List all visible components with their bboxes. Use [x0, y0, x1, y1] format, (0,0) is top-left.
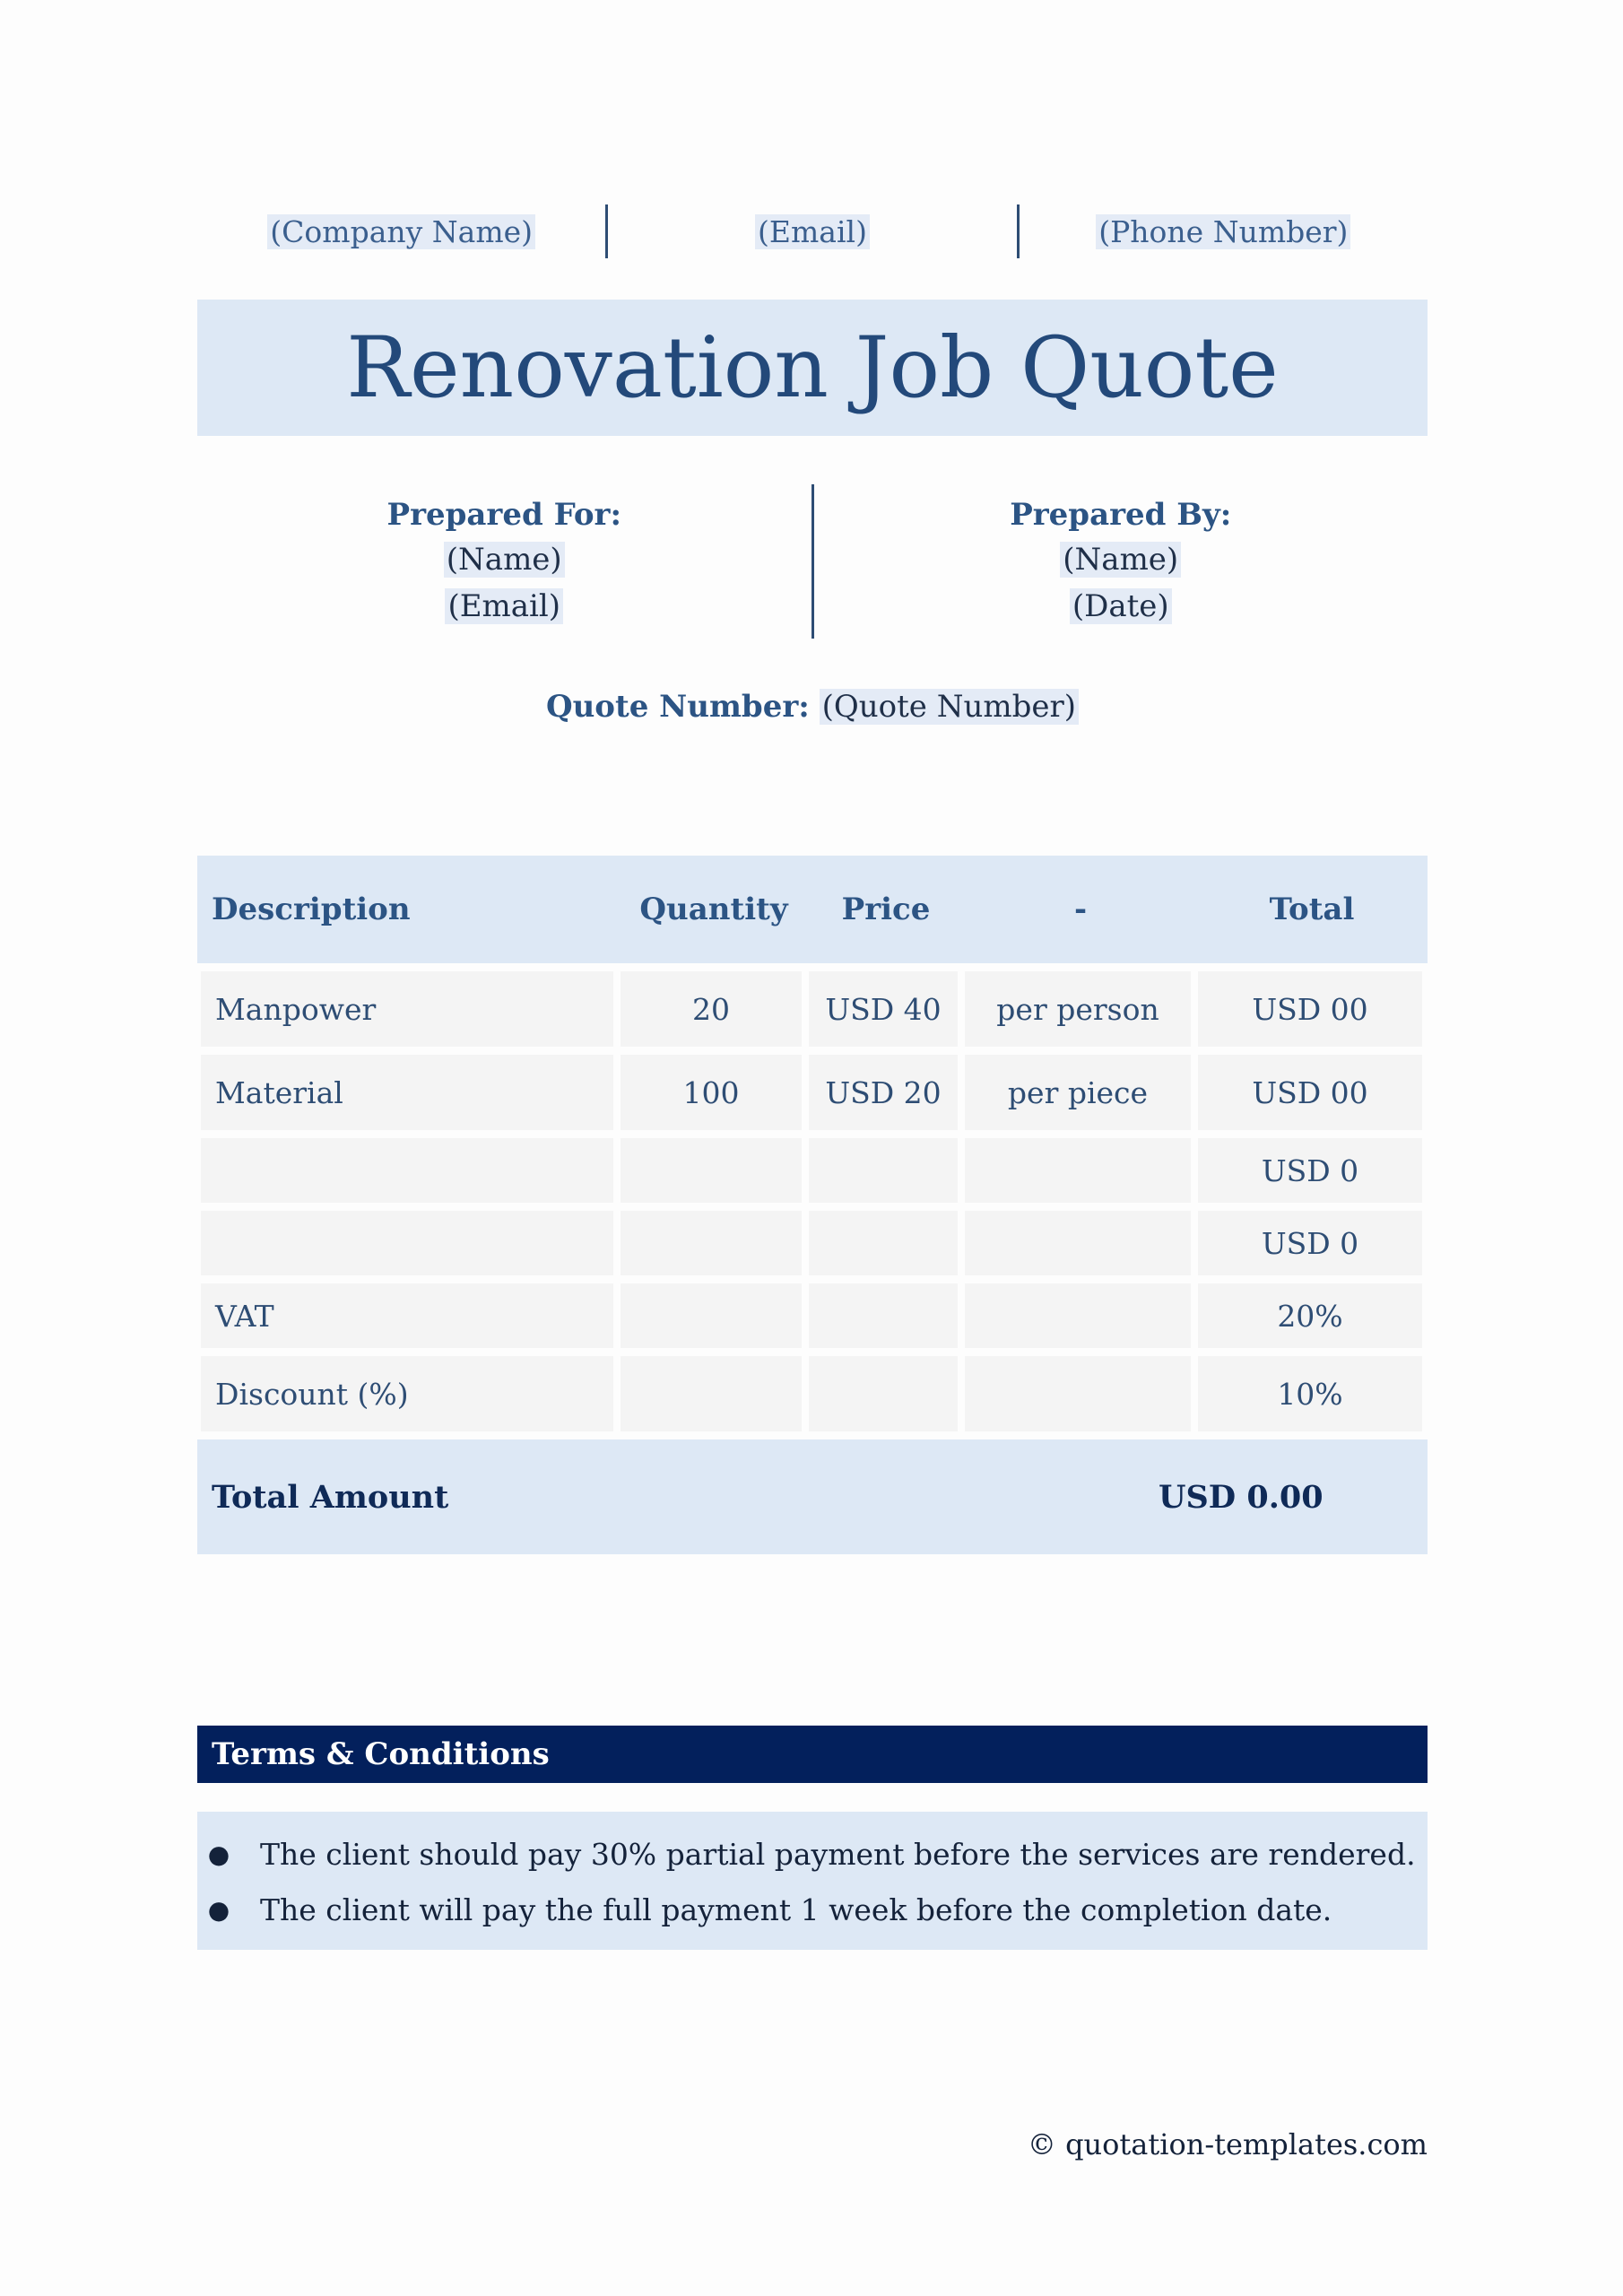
- list-item: ● The client should pay 30% partial payment before the services are rendered.: [197, 1826, 1428, 1882]
- table-row: [197, 1055, 1428, 1130]
- table-row: [197, 971, 1428, 1047]
- cell-description: Discount (%): [201, 1356, 613, 1431]
- cell-total: USD 0: [1198, 1138, 1422, 1203]
- cell-unit: [965, 1356, 1191, 1431]
- quote-number: [197, 689, 1428, 725]
- company-name: (Company Name): [197, 204, 605, 258]
- cell-price: [809, 1283, 958, 1348]
- total-amount-value: USD 0.00: [1159, 1478, 1324, 1516]
- footer-credit[interactable]: © quotation-templates.com: [1027, 2127, 1428, 2161]
- prepared-for-name: (Name): [444, 542, 565, 578]
- prepared-for-label: Prepared For:: [386, 497, 621, 533]
- cell-total: 20%: [1198, 1283, 1422, 1348]
- cell-description: Manpower: [201, 971, 613, 1047]
- cell-quantity: [621, 1283, 802, 1348]
- bullet-icon: ●: [207, 1839, 230, 1869]
- col-price: Price: [841, 891, 931, 927]
- contact-row: [197, 204, 1428, 258]
- cell-total: USD 0: [1198, 1211, 1422, 1275]
- prepared-by-name: (Name): [1060, 542, 1181, 578]
- cell-description: [201, 1138, 613, 1203]
- cell-unit: [965, 1283, 1191, 1348]
- cell-total: USD 00: [1198, 971, 1422, 1047]
- cell-quantity: [621, 1211, 802, 1275]
- cell-price: [809, 1211, 958, 1275]
- prepared-by-label: Prepared By:: [1010, 497, 1232, 533]
- cell-total: 10%: [1198, 1356, 1422, 1431]
- col-unit: -: [1073, 891, 1088, 927]
- cell-unit: [965, 1138, 1191, 1203]
- terms-heading: Terms & Conditions: [197, 1726, 1428, 1783]
- cell-quantity: [621, 1138, 802, 1203]
- quote-number-label: Quote Number:: [545, 689, 810, 725]
- page-title: Renovation Job Quote: [346, 318, 1279, 417]
- prepared-section: [197, 484, 1428, 639]
- col-quantity: Quantity: [639, 891, 788, 927]
- prepared-for: [197, 484, 812, 639]
- cell-unit: per piece: [965, 1055, 1191, 1130]
- cell-unit: [965, 1211, 1191, 1275]
- list-item: ● The client will pay the full payment 1 week before the completion date.: [197, 1882, 1428, 1937]
- prepared-by: [814, 484, 1428, 639]
- quote-table: [197, 856, 1428, 1554]
- cell-quantity: 20: [621, 971, 802, 1047]
- table-row: [197, 1138, 1428, 1203]
- bullet-icon: ●: [207, 1894, 230, 1925]
- table-row: [197, 1211, 1428, 1275]
- prepared-by-date: (Date): [1070, 588, 1172, 624]
- col-description: Description: [212, 891, 411, 927]
- table-row: [197, 1283, 1428, 1348]
- total-amount-label: Total Amount: [212, 1478, 449, 1516]
- title-band: [197, 300, 1428, 436]
- col-total: Total: [1269, 891, 1355, 927]
- total-amount-row: [197, 1439, 1428, 1554]
- company-phone: (Phone Number): [1020, 204, 1428, 258]
- cell-price: [809, 1356, 958, 1431]
- cell-price: USD 40: [809, 971, 958, 1047]
- cell-description: Material: [201, 1055, 613, 1130]
- cell-unit: per person: [965, 971, 1191, 1047]
- cell-price: [809, 1138, 958, 1203]
- quote-number-value: (Quote Number): [820, 689, 1079, 725]
- table-header: [197, 856, 1428, 963]
- table-row: [197, 1356, 1428, 1431]
- cell-total: USD 00: [1198, 1055, 1422, 1130]
- cell-quantity: [621, 1356, 802, 1431]
- terms-list: [197, 1812, 1428, 1950]
- cell-description: VAT: [201, 1283, 613, 1348]
- prepared-for-email: (Email): [445, 588, 563, 624]
- cell-price: USD 20: [809, 1055, 958, 1130]
- company-email: (Email): [608, 204, 1016, 258]
- cell-description: [201, 1211, 613, 1275]
- cell-quantity: 100: [621, 1055, 802, 1130]
